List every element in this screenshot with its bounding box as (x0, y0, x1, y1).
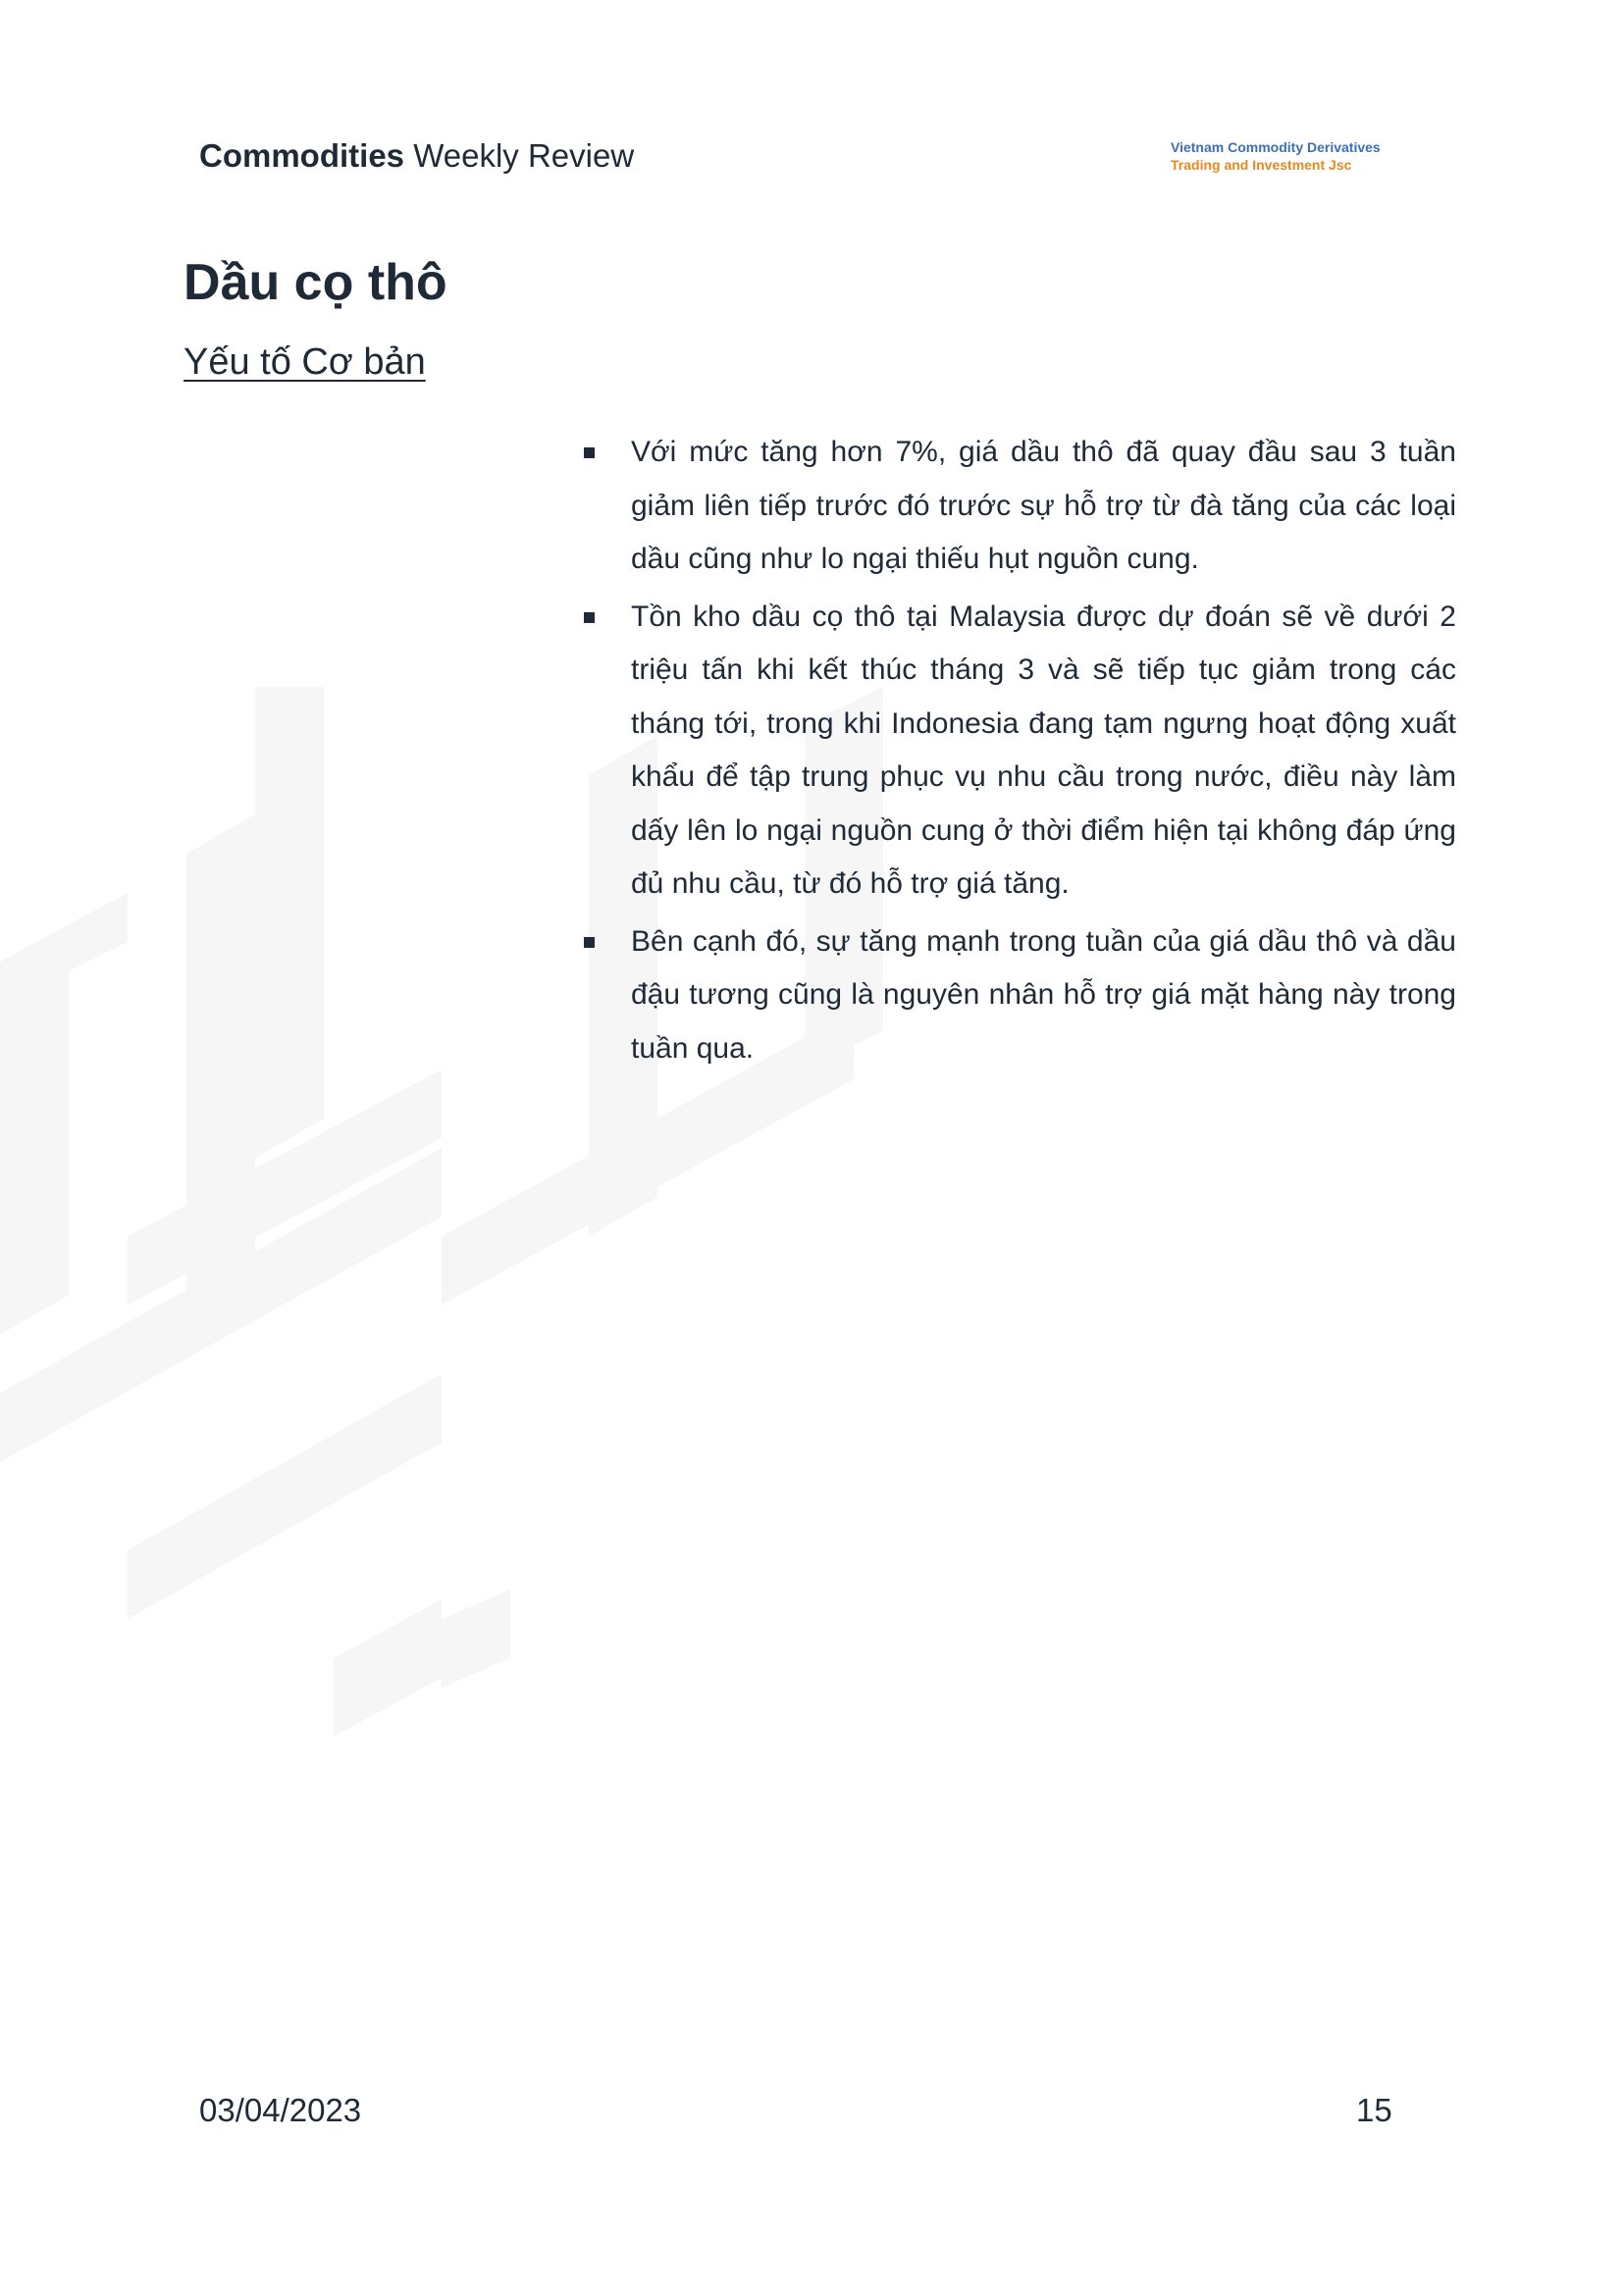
section-subtitle: Yếu tố Cơ bản (183, 341, 426, 383)
header-title-rest: Weekly Review (404, 137, 635, 174)
company-logo-text (1171, 138, 1381, 174)
report-header (199, 137, 634, 175)
page-number: 15 (1356, 2092, 1392, 2128)
bullet-text: Với mức tăng hơn 7%, giá dầu thô đã quay đầu sau 3 tuần giảm liên tiếp trước đó trước sự hỗ trợ từ đà tăng của các loại dầu cũng như lo ngại thiếu hụt nguồn cung. (631, 436, 1456, 575)
square-bullet-icon (584, 612, 595, 623)
bullet-text: Tồn kho dầu cọ thô tại Malaysia được dự đoán sẽ về dưới 2 triệu tấn khi kết thúc tháng 3 và sẽ tiếp tục giảm trong các tháng tới, trong khi Indonesia đang tạm ngưng hoạt động xuất khẩu để tập trung phục vụ nhu cầu trong nước, điều này làm dấy lên lo ngại nguồn cung ở thời điểm hiện tại không đáp ứng đủ nhu cầu, từ đó hỗ trợ giá tăng. (631, 600, 1456, 900)
bullet-item (583, 591, 1456, 912)
bullet-list (583, 426, 1456, 1079)
square-bullet-icon (584, 937, 595, 948)
bullet-item (583, 426, 1456, 587)
footer-date: 03/04/2023 (199, 2092, 362, 2128)
header-title-bold: Commodities (199, 137, 405, 174)
bullet-item (583, 915, 1456, 1076)
company-line-2: Trading and Investment Jsc (1171, 157, 1352, 173)
section-title: Dầu cọ thô (183, 254, 447, 311)
company-line-1: Vietnam Commodity Derivatives (1171, 139, 1381, 155)
bullet-text: Bên cạnh đó, sự tăng mạnh trong tuần của giá dầu thô và dầu đậu tương cũng là nguyên nhân hỗ trợ giá mặt hàng này trong tuần qua. (631, 924, 1456, 1065)
square-bullet-icon (584, 447, 595, 458)
